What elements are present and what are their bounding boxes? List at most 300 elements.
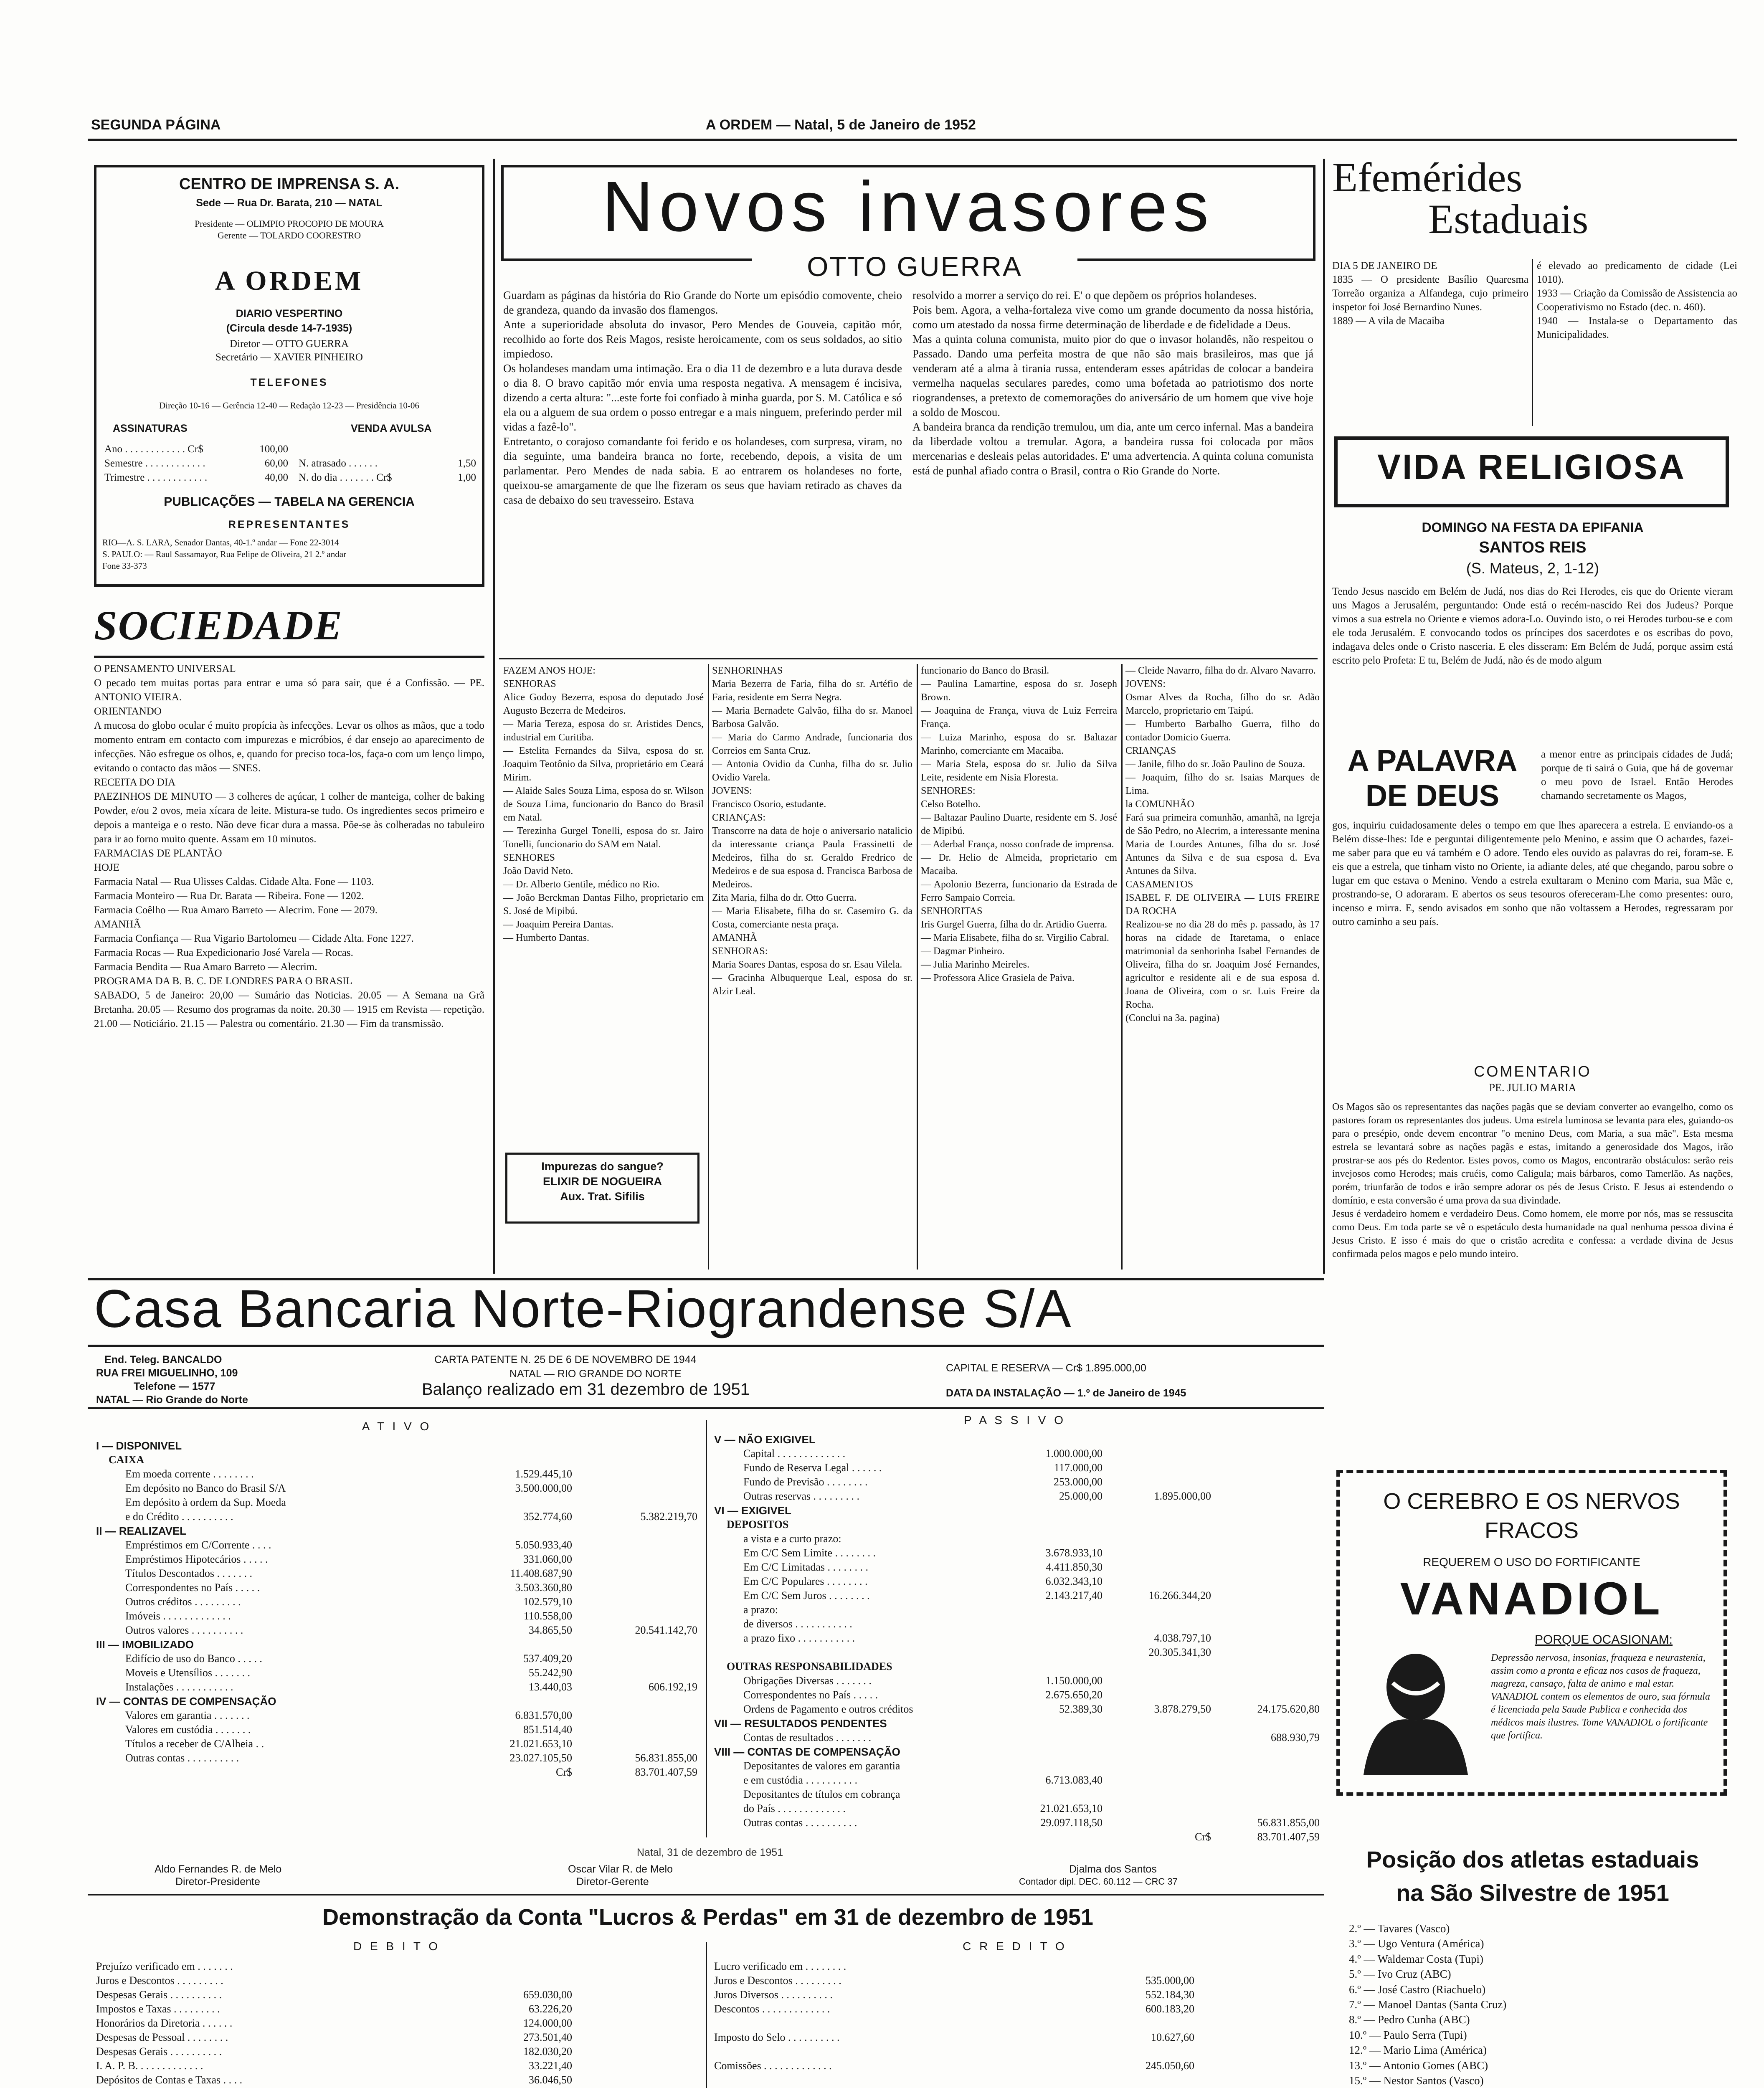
imprensa-president: Presidente — OLIMPIO PROCOPIO DE MOURA [195, 218, 384, 229]
row-value: 182.030,20 [523, 2045, 572, 2058]
vida-religiosa-text-bottom: gos, inquiriu cuidadosamente deles o tempo em que lhes aparecera a estrela. E enviando-os a Belém disse-lhes: Ide e perguntai diligentemente pelo Menino, e assim que O achardes, fazei-me saber para que eu vá também e O adore. Tendo eles ouvido as palavras do rei, foram-se. E eis que a estrela, que tinham visto no Oriente, ia adiante deles, até que chegando, parou sobre o lugar em que estava o Menino. Vendo a estrela exultaram o Menino com Maria, sua Mãe e, prostrando-se, O adoraram. E abertos os seus tesouros ofereceram-Lhe como presentes: ouro, incenso e mirra. E, sendo avisados em sonho que não voltassem a Herodes, regressaram por outro caminho a seu país. [1332, 820, 1733, 927]
cerebro-ad-line1: REQUEREM O USO DO FORTIFICANTE [1423, 1556, 1640, 1569]
table-row [714, 1574, 1320, 1589]
row-value: 16.266.344,20 [1148, 1589, 1211, 1601]
list-item: 15.º — Nestor Santos (Vasco) [1349, 2074, 1484, 2087]
table-row [714, 1617, 1320, 1631]
row-value: 2.675.650,20 [1045, 1689, 1102, 1701]
row-value: 34.865,50 [529, 1624, 572, 1636]
bank-patent: CARTA PATENTE N. 25 DE 6 DE NOVEMBRO DE 1944 [434, 1354, 697, 1366]
row-label: Obrigações Diversas . . . . . . . [743, 1675, 872, 1687]
table-row [96, 2001, 697, 2015]
row-value: 55.242,90 [529, 1667, 572, 1679]
table-row [714, 1631, 1320, 1645]
row-label: DEPOSITOS [727, 1518, 789, 1531]
paper-director: Diretor — OTTO GUERRA [230, 338, 349, 350]
table-row [96, 2086, 697, 2088]
table-row [96, 1510, 697, 1524]
row-label: Instalações . . . . . . . . . . . [125, 1681, 233, 1693]
table-row [96, 1987, 697, 2001]
row-label: OUTRAS RESPONSABILIDADES [727, 1660, 892, 1672]
row-label: Juros e Descontos . . . . . . . . . [96, 1974, 223, 1987]
row-value: 110.558,00 [523, 1610, 572, 1622]
table-row [714, 1546, 1320, 1560]
row-value [1146, 2086, 1194, 2088]
passivo-title: P A S S I V O [963, 1414, 1066, 1427]
row-value: 552.184,30 [1146, 1989, 1194, 2001]
bank-capital: CAPITAL E RESERVA — Cr$ 1.895.000,00 [946, 1362, 1146, 1374]
cerebro-ad-title: O CEREBRO E OS NERVOS FRACOS [1383, 1489, 1680, 1543]
row-value [515, 2086, 573, 2088]
table-row [714, 1503, 1320, 1518]
table-row [714, 1816, 1320, 1830]
bank-balanco: Balanço realizado em 31 dezembro de 1951 [422, 1380, 750, 1399]
row-label: Depósitos de Contas e Taxas . . . . [96, 2074, 243, 2086]
row-label: Depositantes de valores em garantia [743, 1760, 900, 1772]
cerebro-ad-brand: VANADIOL [1400, 1573, 1663, 1624]
list-item: 8.º — Pedro Cunha (ABC) [1349, 2013, 1470, 2026]
bank-sig1-role: Diretor-Presidente [175, 1876, 260, 1888]
row-label: Ordens de Pagamento e outros créditos [743, 1703, 913, 1715]
masthead-rule [88, 139, 1737, 141]
table-row [714, 1759, 1320, 1773]
table-row [714, 1518, 1320, 1532]
list-item: 3.º — Ugo Ventura (América) [1349, 1937, 1484, 1950]
row-label: Outros créditos . . . . . . . . . [125, 1596, 241, 1608]
row-label: Imóveis . . . . . . . . . . . . . [125, 1610, 231, 1622]
row-value: 21.021.653,10 [509, 1738, 572, 1750]
row-value: 56.831.855,00 [1257, 1817, 1320, 1829]
comentario-author: PE. JULIO MARIA [1489, 1082, 1576, 1094]
table-row [714, 1432, 1320, 1447]
table-row [714, 1830, 1320, 1844]
list-item: 7.º — Manoel Dantas (Santa Cruz) [1349, 1998, 1507, 2011]
row-value: 245.050,60 [1146, 2060, 1194, 2072]
vida-religiosa-sub1: DOMINGO NA FESTA DA EPIFANIA [1422, 520, 1644, 535]
bank-title-rule [88, 1345, 1324, 1347]
column-rule [493, 159, 495, 1274]
row-label: a prazo: [743, 1604, 778, 1616]
row-label: Valores em custódia . . . . . . . [125, 1723, 251, 1736]
table-row [96, 1481, 697, 1495]
table-row [96, 1637, 697, 1652]
row-label: Em depósito no Banco do Brasil S/A [125, 1482, 286, 1494]
table-row [96, 1708, 697, 1723]
row-value: 102.579,10 [523, 1596, 572, 1608]
vida-religiosa-text-top: Tendo Jesus nascido em Belém de Judá, nos dias do Rei Herodes, eis que do Oriente vieram uns Magos a Jerusalém, perguntando: Onde está o recém-nascido Rei dos Judeus? Porque vimos a sua estrela no Oriente e viemos adora-Lo. Ouvindo isto, o rei Herodes turbou-se e com ele toda Jerusalém. E convocando todos os príncipes dos sacerdotes e os escribas do povo, indagava deles onde o Cristo nasceria. E eles disseram: Em Belém de Judá, porque assim está escrito pelo Profeta: E tu, Belém de Judá, não és de modo algum [1332, 586, 1733, 666]
row-label: Em depósito à ordem da Sup. Moeda [125, 1496, 286, 1508]
row-label: Outros valores . . . . . . . . . . [125, 1624, 243, 1636]
bank-column-rule [706, 1420, 707, 1837]
table-row [96, 1439, 697, 1453]
table-row [714, 1674, 1320, 1688]
row-label: I — DISPONIVEL [96, 1439, 182, 1452]
efemerides-title-1: Efemérides [1332, 154, 1523, 200]
reps-list: RIO—A. S. LARA, Senador Dantas, 40-1.º andar — Fone 22-3014 S. PAULO: — Raul Sassamayor, Rua Felipe de Oliveira, 21 2.º andar Fone 33-373 [102, 537, 347, 571]
row-value: 20.541.142,70 [635, 1624, 697, 1636]
table-row [96, 1524, 697, 1538]
row-label: Prejuízo verificado em . . . . . . . [96, 1960, 233, 1972]
bank-sig1-name: Aldo Fernandes R. de Melo [155, 1863, 282, 1875]
row-value: 63.226,20 [529, 2003, 572, 2015]
row-label: de diversos . . . . . . . . . . . [743, 1618, 852, 1630]
bank-sig3-name: Djalma dos Santos [1069, 1863, 1157, 1875]
row-label: Outras contas . . . . . . . . . . [125, 1752, 239, 1764]
table-row [714, 1489, 1320, 1503]
row-value: 5.382.219,70 [640, 1510, 697, 1523]
aniversarios-col4: — Cleide Navarro, filha do dr. Alvaro Navarro. JOVENS: Osmar Alves da Rocha, filho do sr. Adão Marcelo, proprietario em Taipú. — Humberto Barbalho Guerra, filho do contador Domicio Guerra. CRIANÇAS — Janile, filho do sr. João Paulino de Souza. — Joaquim, filho do sr. Isaias Marques de Lima. la COMUNHÃO Fará sua primeira comunhão, amanhã, na Igreja de São Pedro, no Alecrim, a interessante menina Maria de Lourdes Antunes, filha do sr. José Antunes da Silva e de sua esposa d. Eva Antunes da Silva. CASAMENTOS ISABEL F. DE OLIVEIRA — LUIS FREIRE DA ROCHA Realizou-se no dia 28 do mês p. passado, às 17 horas na cidade de Itaretama, o enlace matrimonial da senhorinha Isabel Fernandes de Oliveira, filha do sr. Joaquim José Fernandes, agricultor e residente ali e de sua esposa d. Joana de Oliveira, com o sr. Luis Freire da Rocha. (Conclui na 3a. pagina) [1125, 665, 1320, 1024]
row-label: Fundo de Previsão . . . . . . . . [743, 1476, 868, 1488]
row-label [714, 2086, 857, 2088]
table-row [96, 2044, 697, 2058]
table-row [96, 1453, 697, 1467]
row-value: 13.440,03 [529, 1681, 572, 1693]
table-row [96, 1680, 697, 1694]
demo-top-rule [88, 1894, 1324, 1895]
table-row [96, 1609, 697, 1623]
row-label: Empréstimos Hipotecários . . . . . [125, 1553, 268, 1565]
paper-subtitle: DIARIO VESPERTINO [236, 308, 343, 319]
novos-col1: Guardam as páginas da história do Rio Grande do Norte um episódio comovente, cheio de grandeza, quando da invasão dos flamengos. Ante a superioridade absoluta do invasor, Pero Mendes de Gouveia, capitão mór, recolhido ao forte dos Reis Magos, resiste heroicamente, com os seus soldados, ao sitio impiedoso. Os holandeses mandam uma intimação. Era o dia 11 de dezembro e a luta durava desde o dia 8. O bravo capitão mór envia uma resposta negativa. A mensagem é incisiva, dizendo a certa altura: "...este forte foi confiado à minha guarda, por S. M. Católica e só ela ou a alguem de sua ordem o posso entregar e a mais ninguem, preferindo perder mil vidas a fazê-lo". Entretanto, o corajoso comandante foi ferido e os holandeses, com surpresa, viram, no dia seguinte, uma bandeira branca no forte, recebendo, depois, a visita de um parlamentar. Pero Mendes de nada sabia. E ao entrarem os holandeses no forte, queixou-se amargamente de que lhe fizeram os seus que haviam retirado as chaves da casa de debaixo do seu travesseiro. Estava [503, 289, 902, 506]
row-value: 124.000,00 [523, 2017, 572, 2029]
row-label: Empréstimos em C/Corrente . . . . [125, 1539, 271, 1551]
row-label: Em C/C Sem Juros . . . . . . . . [743, 1589, 870, 1601]
row-label: Juros Diversos . . . . . . . . . . [714, 1989, 833, 2001]
row-value: 851.514,40 [523, 1723, 572, 1736]
aniversarios-col3: funcionario do Banco do Brasil. — Paulina Lamartine, esposa do sr. Joseph Brown. — Joaquina de França, viuva de Luiz Ferreira França. — Luiza Marinho, esposa do sr. Baltazar Marinho, comerciante em Macaiba. — Maria Stela, esposa do sr. Julio da Silva Leite, residente em Nisia Floresta. SENHORES: Celso Botelho. — Baltazar Paulino Duarte, residente em S. José de Mipibú. — Aderbal França, nosso confrade de imprensa. — Dr. Helio de Almeida, proprietario em Macaiba. — Apolonio Bezerra, funcionario da Estrada de Ferro Sampaio Correia. SENHORITAS Iris Gurgel Guerra, filha do dr. Artidio Guerra. — Maria Elisabete, filha do sr. Virgilio Cabral. — Dagmar Pinheiro. — Julia Marinho Meireles. — Professora Alice Grasiela de Paiva. [921, 665, 1117, 983]
table-row [96, 2030, 697, 2044]
aniversarios-col2: SENHORINHAS Maria Bezerra de Faria, filha do sr. Artéfio de Faria, residente em Serra Negra. — Maria Bernadete Galvão, filha do sr. Manoel Barbosa Galvão. — Maria do Carmo Andrade, funcionaria dos Correios em Santa Cruz. — Antonia Ovidio da Cunha, filha do sr. Julio Ovidio Varela. JOVENS: Francisco Osorio, estudante. CRIANÇAS: Transcorre na data de hoje o aniversario natalicio da interessante criança Paula Frassinetti de Medeiros, filha do sr. Geraldo Fredrico de Medeiros e de sua esposa d. Francisca Barbosa de Medeiros. Zita Maria, filha do dr. Otto Guerra. — Maria Elisabete, filha do sr. Casemiro G. da Costa, comerciante nesta praça. AMANHÃ SENHORAS: Maria Soares Dantas, esposa do sr. Esau Vilela. — Gracinha Albuquerque Leal, esposa do sr. Alzir Leal. [712, 665, 912, 997]
column-rule [1532, 259, 1533, 426]
table-row [714, 1645, 1320, 1660]
novos-rule [499, 658, 1318, 659]
table-row [96, 1959, 697, 1973]
table-row [714, 1987, 1320, 2001]
table-row [714, 1560, 1320, 1574]
table-row [96, 1652, 697, 1666]
table-row [714, 1702, 1320, 1716]
row-value: 659.030,00 [523, 1989, 572, 2001]
vida-religiosa-text-side: a menor entre as principais cidades de Judá; porque de ti sairá o Guia, que há de governar o meu povo de Israel. Então Herodes chamando secretamente os Magos, [1541, 749, 1733, 801]
table-row [96, 1538, 697, 1552]
sales-rows: N. atrasado . . . . . . 1,50 N. do dia . . . . . . . Cr$ 1,00 [299, 458, 476, 483]
row-label: Correspondentes no País . . . . . [125, 1581, 260, 1594]
table-row [96, 2058, 697, 2072]
row-value: Cr$ [1195, 1831, 1211, 1843]
row-value: 83.701.407,59 [635, 1766, 697, 1778]
row-value: 117.000,00 [1054, 1462, 1102, 1474]
row-label: Títulos a receber de C/Alheia . . [125, 1738, 264, 1750]
paper-secretary: Secretário — XAVIER PINHEIRO [215, 352, 363, 363]
demo-column-rule [706, 1942, 707, 2088]
aniversarios-col1: FAZEM ANOS HOJE: SENHORAS Alice Godoy Bezerra, esposa do deputado José Augusto Bezerra de Medeiros. — Maria Tereza, esposa do sr. Aristides Dencs, industrial em Curitiba. — Estelita Fernandes da Silva, esposa do sr. Joaquim Teotônio da Silva, proprietário em Ceará Mirim. — Alaide Sales Souza Lima, esposa do sr. Wilson de Souza Lima, funcionario do Banco do Brasil em Natal. — Terezinha Gurgel Tonelli, esposa do sr. Jairo Tonelli, funcionario do SAM em Natal. SENHORES João David Neto. — Dr. Alberto Gentile, médico no Rio. — João Berckman Dantas Filho, proprietario em S. José de Mipibú. — Joaquim Pereira Dantas. — Humberto Dantas. [503, 665, 704, 943]
list-item: 10.º — Paulo Serra (Tupi) [1349, 2028, 1467, 2041]
sao-silvestre-list [1349, 1921, 1725, 2088]
row-value: 3.678.933,10 [1045, 1547, 1102, 1559]
table-row [714, 2015, 1320, 2030]
vida-religiosa-ref: (S. Mateus, 2, 1-12) [1466, 560, 1599, 577]
column-rule [1121, 664, 1123, 1270]
row-label: Outras contas . . . . . . . . . . [743, 1817, 857, 1829]
publications: PUBLICAÇÕES — TABELA NA GERENCIA [164, 495, 415, 509]
table-row [714, 1787, 1320, 1802]
row-value: 600.183,20 [1146, 2003, 1194, 2015]
row-label: Moveis e Utensílios . . . . . . . [125, 1667, 250, 1679]
row-label: Impostos e Taxas . . . . . . . . . [96, 2003, 220, 2015]
paper-title: A ORDEM [215, 266, 364, 296]
bank-address: RUA FREI MIGUELINHO, 109 [96, 1367, 238, 1379]
row-value: 331.060,00 [523, 1553, 572, 1565]
row-value: 10.627,60 [1151, 2031, 1194, 2043]
row-value: 535.000,00 [1146, 1974, 1194, 1987]
row-value: 33.221,40 [529, 2060, 572, 2072]
list-item: 13.º — Antonio Gomes (ABC) [1349, 2059, 1488, 2072]
sao-silvestre-title-1: Posição dos atletas estaduais [1366, 1846, 1699, 1873]
row-value: 253.000,00 [1054, 1476, 1102, 1488]
table-row [714, 1802, 1320, 1816]
credito-table [714, 1959, 1320, 2088]
page-label: SEGUNDA PÁGINA [91, 117, 221, 133]
table-row [714, 2030, 1320, 2044]
table-row [714, 1688, 1320, 1702]
row-label: Lucro verificado em . . . . . . . . [714, 1960, 847, 1972]
table-row [96, 2015, 697, 2030]
bank-date-line: Natal, 31 de dezembro de 1951 [636, 1847, 783, 1858]
sao-silvestre-title-2: na São Silvestre de 1951 [1396, 1880, 1669, 1906]
table-row [714, 1716, 1320, 1731]
table-row [96, 1623, 697, 1637]
table-row [714, 1603, 1320, 1617]
row-value: 273.501,40 [523, 2031, 572, 2043]
row-label: CAIXA [109, 1454, 144, 1466]
sociedade-title: SOCIEDADE [94, 602, 343, 649]
debito-table [96, 1959, 697, 2088]
bank-patent-city: NATAL — RIO GRANDE DO NORTE [509, 1368, 682, 1380]
debito-title: D E B I T O [353, 1940, 441, 1953]
table-row [714, 1461, 1320, 1475]
table-row [714, 1959, 1320, 1973]
row-label: I. A. P. B. . . . . . . . . . . . . [96, 2060, 203, 2072]
row-label: Em C/C Limitadas . . . . . . . . [743, 1561, 868, 1573]
cerebro-ad-text: Depressão nervosa, insonias, fraqueza e neurastenia, assim como a pronta e eficaz nos casos de fraqueza, magreza, cansaço, falta de animo e mal estar. VANADIOL contem os elementos de ouro, sua fórmula é licenciada pela Saude Publica e conhecida dos médicos mais ilustres. Tome VANADIOL o fortificante que fortifica. [1491, 1652, 1710, 1741]
row-label: Despesas Gerais . . . . . . . . . . [96, 1989, 222, 2001]
row-label: do País . . . . . . . . . . . . . [743, 1802, 846, 1814]
row-label: Imposto do Selo . . . . . . . . . . [714, 2031, 840, 2043]
sociedade-text: O PENSAMENTO UNIVERSAL O pecado tem muitas portas para entrar e uma só para sair, que é a Confissão. — PE. ANTONIO VIEIRA. ORIENTANDO A mucosa do globo ocular é muito propícia às infecções. Levar os olhos as mãos, que a todo momento entram em contacto com impurezas e micróbios, é dar ensejo ao aparecimento de infecções. Não esfregue os olhos, e, quando for preciso toca-los, faça-o com um lenço limpo, evitando o contacto das mãos — SNES. RECEITA DO DIA PAEZINHOS DE MINUTO — 3 colheres de açúcar, 1 colher de manteiga, colher de baking Powder, e/ou 2 ovos, meia xícara de leite. Mistura-se tudo. Os ingredientes secos primeiro e depois a manteiga e o resto. Não deve ficar dura a massa. Põe-se às colheradas no tabuleiro para ir ao forno muito quente. Assam em 10 minutos. FARMACIAS DE PLANTÃO HOJE Farmacia Natal — Rua Ulisses Caldas. Cidade Alta. Fone — 1103. Farmacia Monteiro — Rua Dr. Barata — Ribeira. Fone — 1202. Farmacia Coêlho — Rua Amaro Barreto — Alecrim. Fone — 2079. AMANHÃ Farmacia Confiança — Rua Vigario Bartolomeu — Cidade Alta. Fone 1227. Farmacia Rocas — Rua Expedicionario José Varela — Rocas. Farmacia Bendita — Rua Amaro Barreto — Alecrim. PROGRAMA DA B. B. C. DE LONDRES PARA O BRASIL SABADO, 5 de Janeiro: 20,00 — Sumário das Noticias. 20.05 — A Semana na Grã Bretanha. 20.05 — Resumo dos programas da noite. 20.30 — 1915 em Revista — repetição. 21.00 — Noticiário. 21.15 — Palestra ou comentário. 21.30 — Fim da transmissão. [94, 663, 484, 1029]
table-row [96, 1552, 697, 1566]
table-row [714, 1731, 1320, 1745]
row-value: 56.831.855,00 [635, 1752, 697, 1764]
credito-title: C R E D I T O [963, 1940, 1067, 1953]
table-row [96, 1751, 697, 1765]
sociedade-rule [94, 656, 484, 658]
row-value: 21.021.653,10 [1040, 1802, 1102, 1814]
novos-title: Novos invasores [602, 167, 1215, 246]
row-label: Edifício de uso do Banco . . . . . [125, 1652, 262, 1665]
vanadiol-figure-icon [1347, 1637, 1485, 1779]
row-label: V — NÃO EXIGIVEL [714, 1433, 816, 1446]
row-value: 3.878.279,50 [1154, 1703, 1211, 1715]
row-label: Fundo de Reserva Legal . . . . . . [743, 1462, 882, 1474]
column-rule [708, 664, 709, 1270]
row-label: Despesas Gerais . . . . . . . . . . [96, 2045, 222, 2058]
subs-title: ASSINATURAS [113, 423, 188, 434]
row-value: 6.032.343,10 [1045, 1575, 1102, 1587]
row-label: Juros e Descontos . . . . . . . . . [714, 1974, 841, 1987]
row-label: III — IMOBILIZADO [96, 1638, 194, 1651]
nogueira-ad-text: Impurezas do sangue? ELIXIR DE NOGUEIRA Aux. Trat. Sifilis [541, 1160, 664, 1203]
novos-author: OTTO GUERRA [752, 251, 1077, 282]
row-value: 3.500.000,00 [515, 1482, 572, 1494]
table-row [714, 1973, 1320, 1987]
row-value: 29.097.118,50 [1040, 1817, 1102, 1829]
row-label: Depositantes de títulos em cobrança [743, 1788, 900, 1800]
cerebro-ad-question: PORQUE OCASIONAM: [1534, 1633, 1673, 1647]
table-row [96, 1666, 697, 1680]
reps-title: REPRESENTANTES [228, 519, 350, 530]
row-label: Contas de resultados . . . . . . . [743, 1731, 872, 1743]
row-value: 537.409,20 [523, 1652, 572, 1665]
row-label: Honorários da Diretoria . . . . . . [96, 2017, 233, 2029]
imprensa-company: CENTRO DE IMPRENSA S. A. [179, 175, 400, 193]
list-item: 4.º — Waldemar Costa (Tupi) [1349, 1952, 1483, 1965]
row-value: 83.701.407,59 [1257, 1831, 1320, 1843]
table-row [96, 1467, 697, 1481]
bank-subrule [88, 1407, 1324, 1409]
efemerides-title-2: Estaduais [1428, 196, 1589, 242]
sales-title: VENDA AVULSA [351, 423, 432, 434]
ativo-table [96, 1439, 697, 1779]
subs-rows: Ano . . . . . . . . . . . . Cr$ 100,00 Semestre . . . . . . . . . . . . 60,00 Trimestre . . . . . . . . . . . . 40,00 [104, 443, 288, 483]
bank-sig2-name: Oscar Vilar R. de Melo [568, 1863, 673, 1875]
row-value: 1.000.000,00 [1045, 1447, 1102, 1460]
table-row [96, 1595, 697, 1609]
row-value: 23.027.105,50 [509, 1752, 572, 1764]
list-item: 6.º — José Castro (Riachuelo) [1349, 1983, 1486, 1996]
vida-religiosa-title: VIDA RELIGIOSA [1377, 447, 1686, 487]
table-row [96, 1694, 697, 1708]
table-row [714, 1773, 1320, 1787]
row-value: 11.408.687,90 [510, 1567, 572, 1579]
table-row [96, 1737, 697, 1751]
table-row [714, 1475, 1320, 1489]
passivo-table [714, 1432, 1320, 1844]
list-item: 2.º — Tavares (Vasco) [1349, 1922, 1450, 1935]
row-label: Correspondentes no País . . . . . [743, 1689, 878, 1701]
row-label: Valores em garantia . . . . . . . [125, 1709, 250, 1721]
imprensa-address: Sede — Rua Dr. Barata, 210 — NATAL [196, 197, 383, 209]
dateline: A ORDEM — Natal, 5 de Janeiro de 1952 [706, 117, 976, 133]
table-row [96, 1723, 697, 1737]
row-value: 6.831.570,00 [515, 1709, 572, 1721]
bank-teleg: End. Teleg. BANCALDO [104, 1354, 222, 1366]
row-value: 352.774,60 [523, 1510, 572, 1523]
row-label: Descontos . . . . . . . . . . . . . [714, 2003, 830, 2015]
row-value: Cr$ [556, 1766, 572, 1778]
demo-title: Demonstração da Conta "Lucros & Perdas" em 31 de dezembro de 1951 [322, 1905, 1093, 1930]
row-label: Títulos Descontados . . . . . . . [125, 1567, 253, 1579]
palavra-de-deus: A PALAVRA DE DEUS [1347, 744, 1518, 813]
comentario-text: Os Magos são os representantes das nações pagãs que se deviam converter ao evangelho, como os pastores foram os representantes dos judeus. Uma estrela luminosa se levanta para eles, guiando-os para o presépio, onde devem encontrar "o menino Deus, com Maria, a sua mãe". Esta mesma estrela se levantará sobre as nações pagãs e estas, imitando a generosidade dos Magos, irão prostrar-se aos pés do Redentor. Estes povos, como os Magos, encontrarão obstáculos: serão reis invejosos como Herodes; mais cruéis, como Calígula; mais bárbaros, como Tamerlão. As nações, porém, triunfarão de todos e irão sempre adorar os pés de Jesus Cristo. E Jesus ai estendendo o domínio, e esta conversão é uma prova da sua divindade. Jesus é verdadeiro homem e verdadeiro Deus. Como homem, ele morre por nós, mas se ressuscita como Deus. Em toda parte se vê o espetáculo desta humanidade na qual nenhuma pessoa divina é Jesus Cristo. E isso é mais do que o cristão acredita e confessa: a verdade divina de Jesus confirmada pelos magos e pelo mundo inteiro. [1332, 1102, 1733, 1259]
row-value: 3.503.360,80 [515, 1581, 572, 1594]
vida-religiosa-sub2: SANTOS REIS [1479, 539, 1587, 556]
efemerides-col1: DIA 5 DE JANEIRO DE 1835 — O presidente Basílio Quaresma Torreão organiza a Alfandega, cujo primeiro inspetor foi José Bernardino Nunes. 1889 — A vila de Macaiba [1332, 260, 1528, 327]
table-row [96, 1566, 697, 1581]
table-row [714, 1589, 1320, 1603]
row-label: a prazo fixo . . . . . . . . . . . [743, 1632, 855, 1644]
imprensa-manager: Gerente — TOLARDO COORESTRO [217, 230, 361, 241]
row-value: 25.000,00 [1059, 1490, 1102, 1502]
row-label: e do Crédito . . . . . . . . . . [125, 1510, 233, 1523]
row-value: 1.150.000,00 [1045, 1675, 1102, 1687]
row-label: Em C/C Sem Limite . . . . . . . . [743, 1547, 876, 1559]
list-item: 12.º — Mario Lima (América) [1349, 2044, 1487, 2057]
bank-installation: DATA DA INSTALAÇÃO — 1.º de Janeiro de 1945 [946, 1387, 1186, 1399]
row-value: 1.529.445,10 [515, 1468, 572, 1480]
phones-list: Direção 10-16 — Gerência 12-40 — Redação 12-23 — Presidência 10-06 [159, 400, 419, 411]
row-label: Em C/C Populares . . . . . . . . [743, 1575, 868, 1587]
table-row [96, 1495, 697, 1510]
paper-circulation: (Circula desde 14-7-1935) [226, 322, 352, 334]
table-row [714, 2001, 1320, 2015]
table-row [714, 2044, 1320, 2058]
table-row [96, 2072, 697, 2086]
table-row [96, 1973, 697, 1987]
comentario-title: COMENTARIO [1474, 1063, 1592, 1080]
row-label: Capital . . . . . . . . . . . . . [743, 1447, 846, 1460]
table-row [714, 1532, 1320, 1546]
row-value: 606.192,19 [649, 1681, 697, 1693]
row-label: IV — CONTAS DE COMPENSAÇÃO [96, 1695, 276, 1708]
row-label: Outras reservas . . . . . . . . . [743, 1490, 859, 1502]
row-value: 2.143.217,40 [1045, 1589, 1102, 1601]
bank-sig3-role: Contador dipl. DEC. 60.112 — CRC 37 [1019, 1876, 1178, 1887]
row-label: a vista e a curto prazo: [743, 1533, 841, 1545]
bank-sig2-role: Diretor-Gerente [576, 1876, 649, 1888]
table-row [96, 1765, 697, 1779]
column-rule [917, 664, 918, 1270]
bank-phone: Telefone — 1577 [134, 1381, 215, 1392]
row-label: VI — EXIGIVEL [714, 1504, 791, 1517]
table-row [714, 1745, 1320, 1759]
bank-title: Casa Bancaria Norte-Riograndense S/A [94, 1279, 1072, 1339]
row-value: 52.389,30 [1059, 1703, 1102, 1715]
bank-city: NATAL — Rio Grande do Norte [96, 1394, 248, 1406]
table-row [96, 1581, 697, 1595]
table-row [714, 2058, 1320, 2072]
phones-title: TELEFONES [250, 377, 328, 388]
row-value: 1.895.000,00 [1154, 1490, 1211, 1502]
column-rule [1323, 159, 1325, 1274]
row-label: Comissões . . . . . . . . . . . . . [714, 2060, 832, 2072]
row-value: 5.050.933,40 [515, 1539, 572, 1551]
row-label: Em moeda corrente . . . . . . . . [125, 1468, 254, 1480]
list-item: 5.º — Ivo Cruz (ABC) [1349, 1968, 1451, 1981]
row-label: e em custódia . . . . . . . . . . [743, 1774, 857, 1786]
row-label: VII — RESULTADOS PENDENTES [714, 1717, 887, 1730]
row-value: 24.175.620,80 [1257, 1703, 1320, 1715]
row-label: VIII — CONTAS DE COMPENSAÇÃO [714, 1746, 900, 1758]
row-label: Despesas de Pessoal . . . . . . . . [96, 2031, 228, 2043]
table-row [714, 1447, 1320, 1461]
row-value: 4.038.797,10 [1154, 1632, 1211, 1644]
row-value: 36.046,50 [529, 2074, 572, 2086]
efemerides-col2: é elevado ao predicamento de cidade (Lei 1010). 1933 — Criação da Comissão de Assistencia ao Cooperativismo no Estado (dec. n. 460). 1940 — Instala-se o Departamento das Municipalidades. [1537, 260, 1737, 340]
row-value: 20.305.341,30 [1148, 1646, 1211, 1658]
table-row [714, 2072, 1320, 2086]
row-value: 4.411.850,30 [1046, 1561, 1102, 1573]
ativo-title: A T I V O [362, 1420, 432, 1433]
